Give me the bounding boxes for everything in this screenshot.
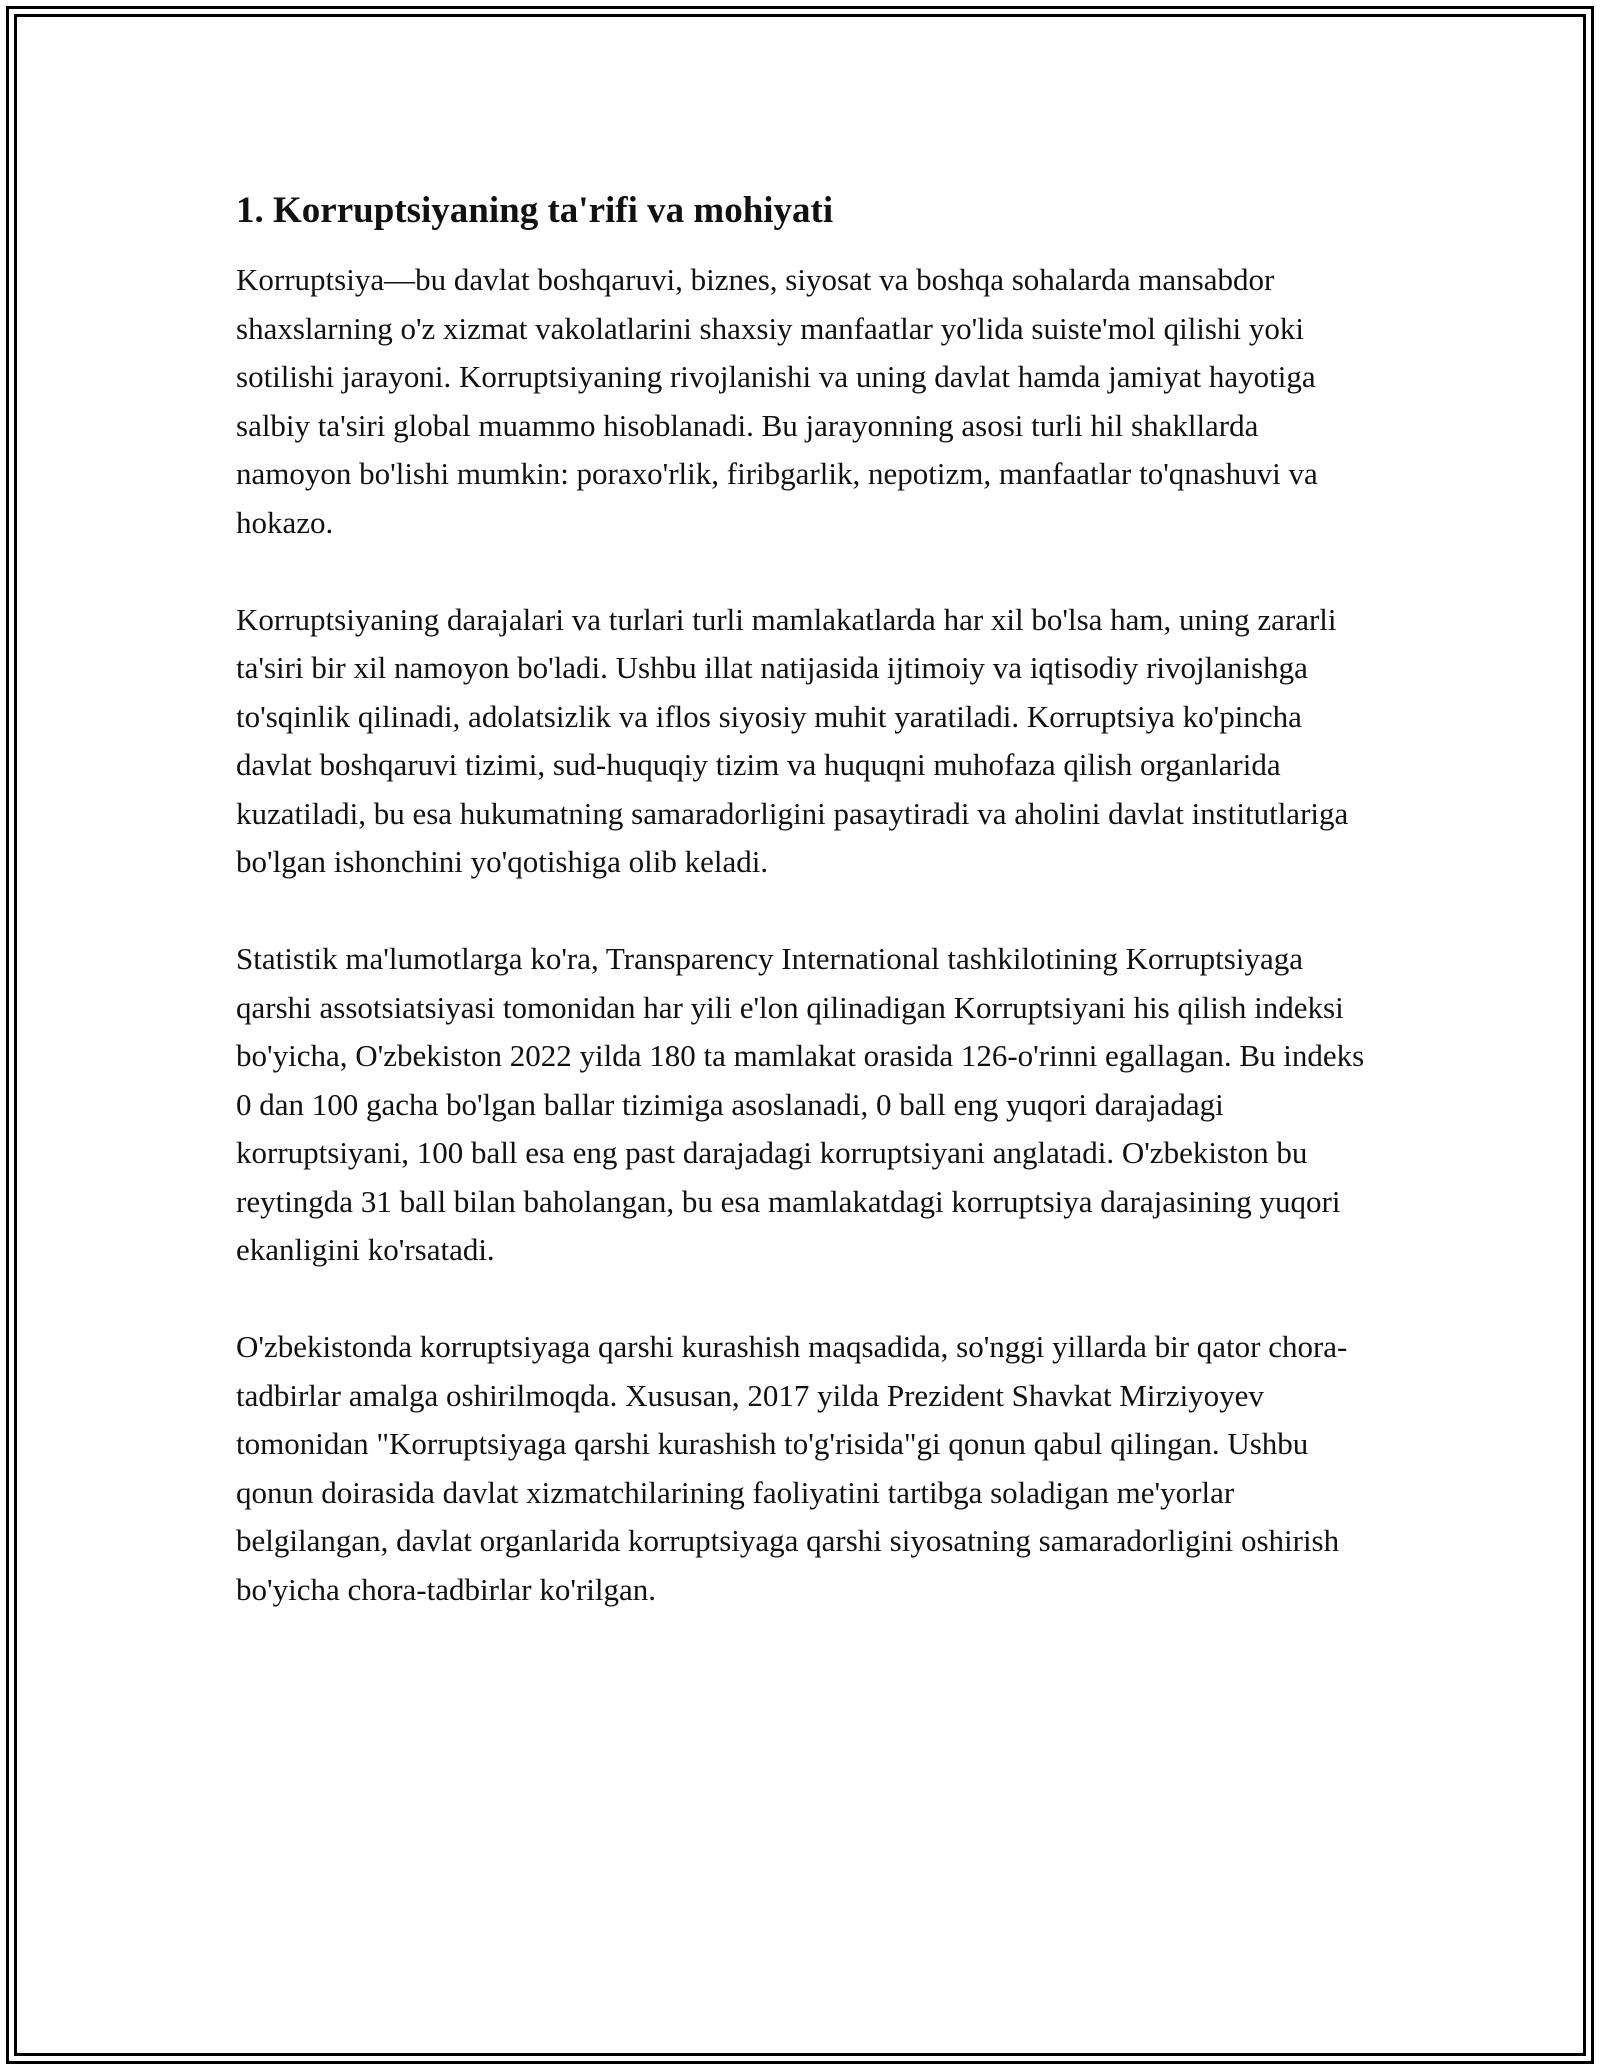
- document-body: [236, 186, 1376, 1663]
- paragraph-levels-and-types: Korruptsiyaning darajalari va turlari turli mamlakatlarda har xil bo'lsa ham, uning zararli ta'siri bir xil namoyon bo'ladi. Ushbu illat natijasida ijtimoiy va iqtisodiy rivojlanishga to'sqinlik qilinadi, adolatsizlik va iflos siyosiy muhit yaratiladi. Korruptsiya ko'pincha davlat boshqaruvi tizimi, sud-huquqiy tizim va huquqni muhofaza qilish organlarida kuzatiladi, bu esa hukumatning samaradorligini pasaytiradi va aholini davlat institutlariga bo'lgan ishonchini yo'qotishiga olib keladi.: [236, 601, 1349, 879]
- paragraph-statistics: Statistik ma'lumotlarga ko'ra, Transparency International tashkilotining Korruptsiyaga qarshi assotsiatsiyasi tomonidan har yili e'lon qilinadigan Korruptsiyani his qilish indeksi bo'yicha, O'zbekiston 2022 yilda 180 ta mamlakat orasida 126-o'rinni egallagan. Bu indeks 0 dan 100 gacha bo'lgan ballar tizimiga asoslanadi, 0 ball eng yuqori darajadagi korruptsiyani, 100 ball esa eng past darajadagi korruptsiyani anglatadi. O'zbekiston bu reytingda 31 ball bilan baholangan, bu esa mamlakatdagi korruptsiya darajasining yuqori ekanligini ko'rsatadi.: [236, 941, 1365, 1267]
- section-heading: 1. Korruptsiyaning ta'rifi va mohiyati: [236, 190, 834, 231]
- paragraph-anti-corruption-measures: O'zbekistonda korruptsiyaga qarshi kurashish maqsadida, so'nggi yillarda bir qator chora-tadbirlar amalga oshirilmoqda. Xususan, 2017 yilda Prezident Shavkat Mirziyoyev tomonidan "Korruptsiyaga qarshi kurashish to'g'risida"gi qonun qabul qilingan. Ushbu qonun doirasida davlat xizmatchilarining faoliyatini tartibga soladigan me'yorlar belgilangan, davlat organlarida korruptsiyaga qarshi siyosatning samaradorligini oshirish bo'yicha chora-tadbirlar ko'rilgan.: [236, 1329, 1348, 1607]
- paragraph-definition: Korruptsiya—bu davlat boshqaruvi, biznes, siyosat va boshqa sohalarda mansabdor shaxslarning o'z xizmat vakolatlarini shaxsiy manfaatlar yo'lida suiste'mol qilishi yoki sotilishi jarayoni. Korruptsiyaning rivojlanishi va uning davlat hamda jamiyat hayotiga salbiy ta'siri global muammo hisoblanadi. Bu jarayonning asosi turli hil shakllarda namoyon bo'lishi mumkin: poraxo'rlik, firibgarlik, nepotizm, manfaatlar to'qnashuvi va hokazo.: [236, 262, 1318, 540]
